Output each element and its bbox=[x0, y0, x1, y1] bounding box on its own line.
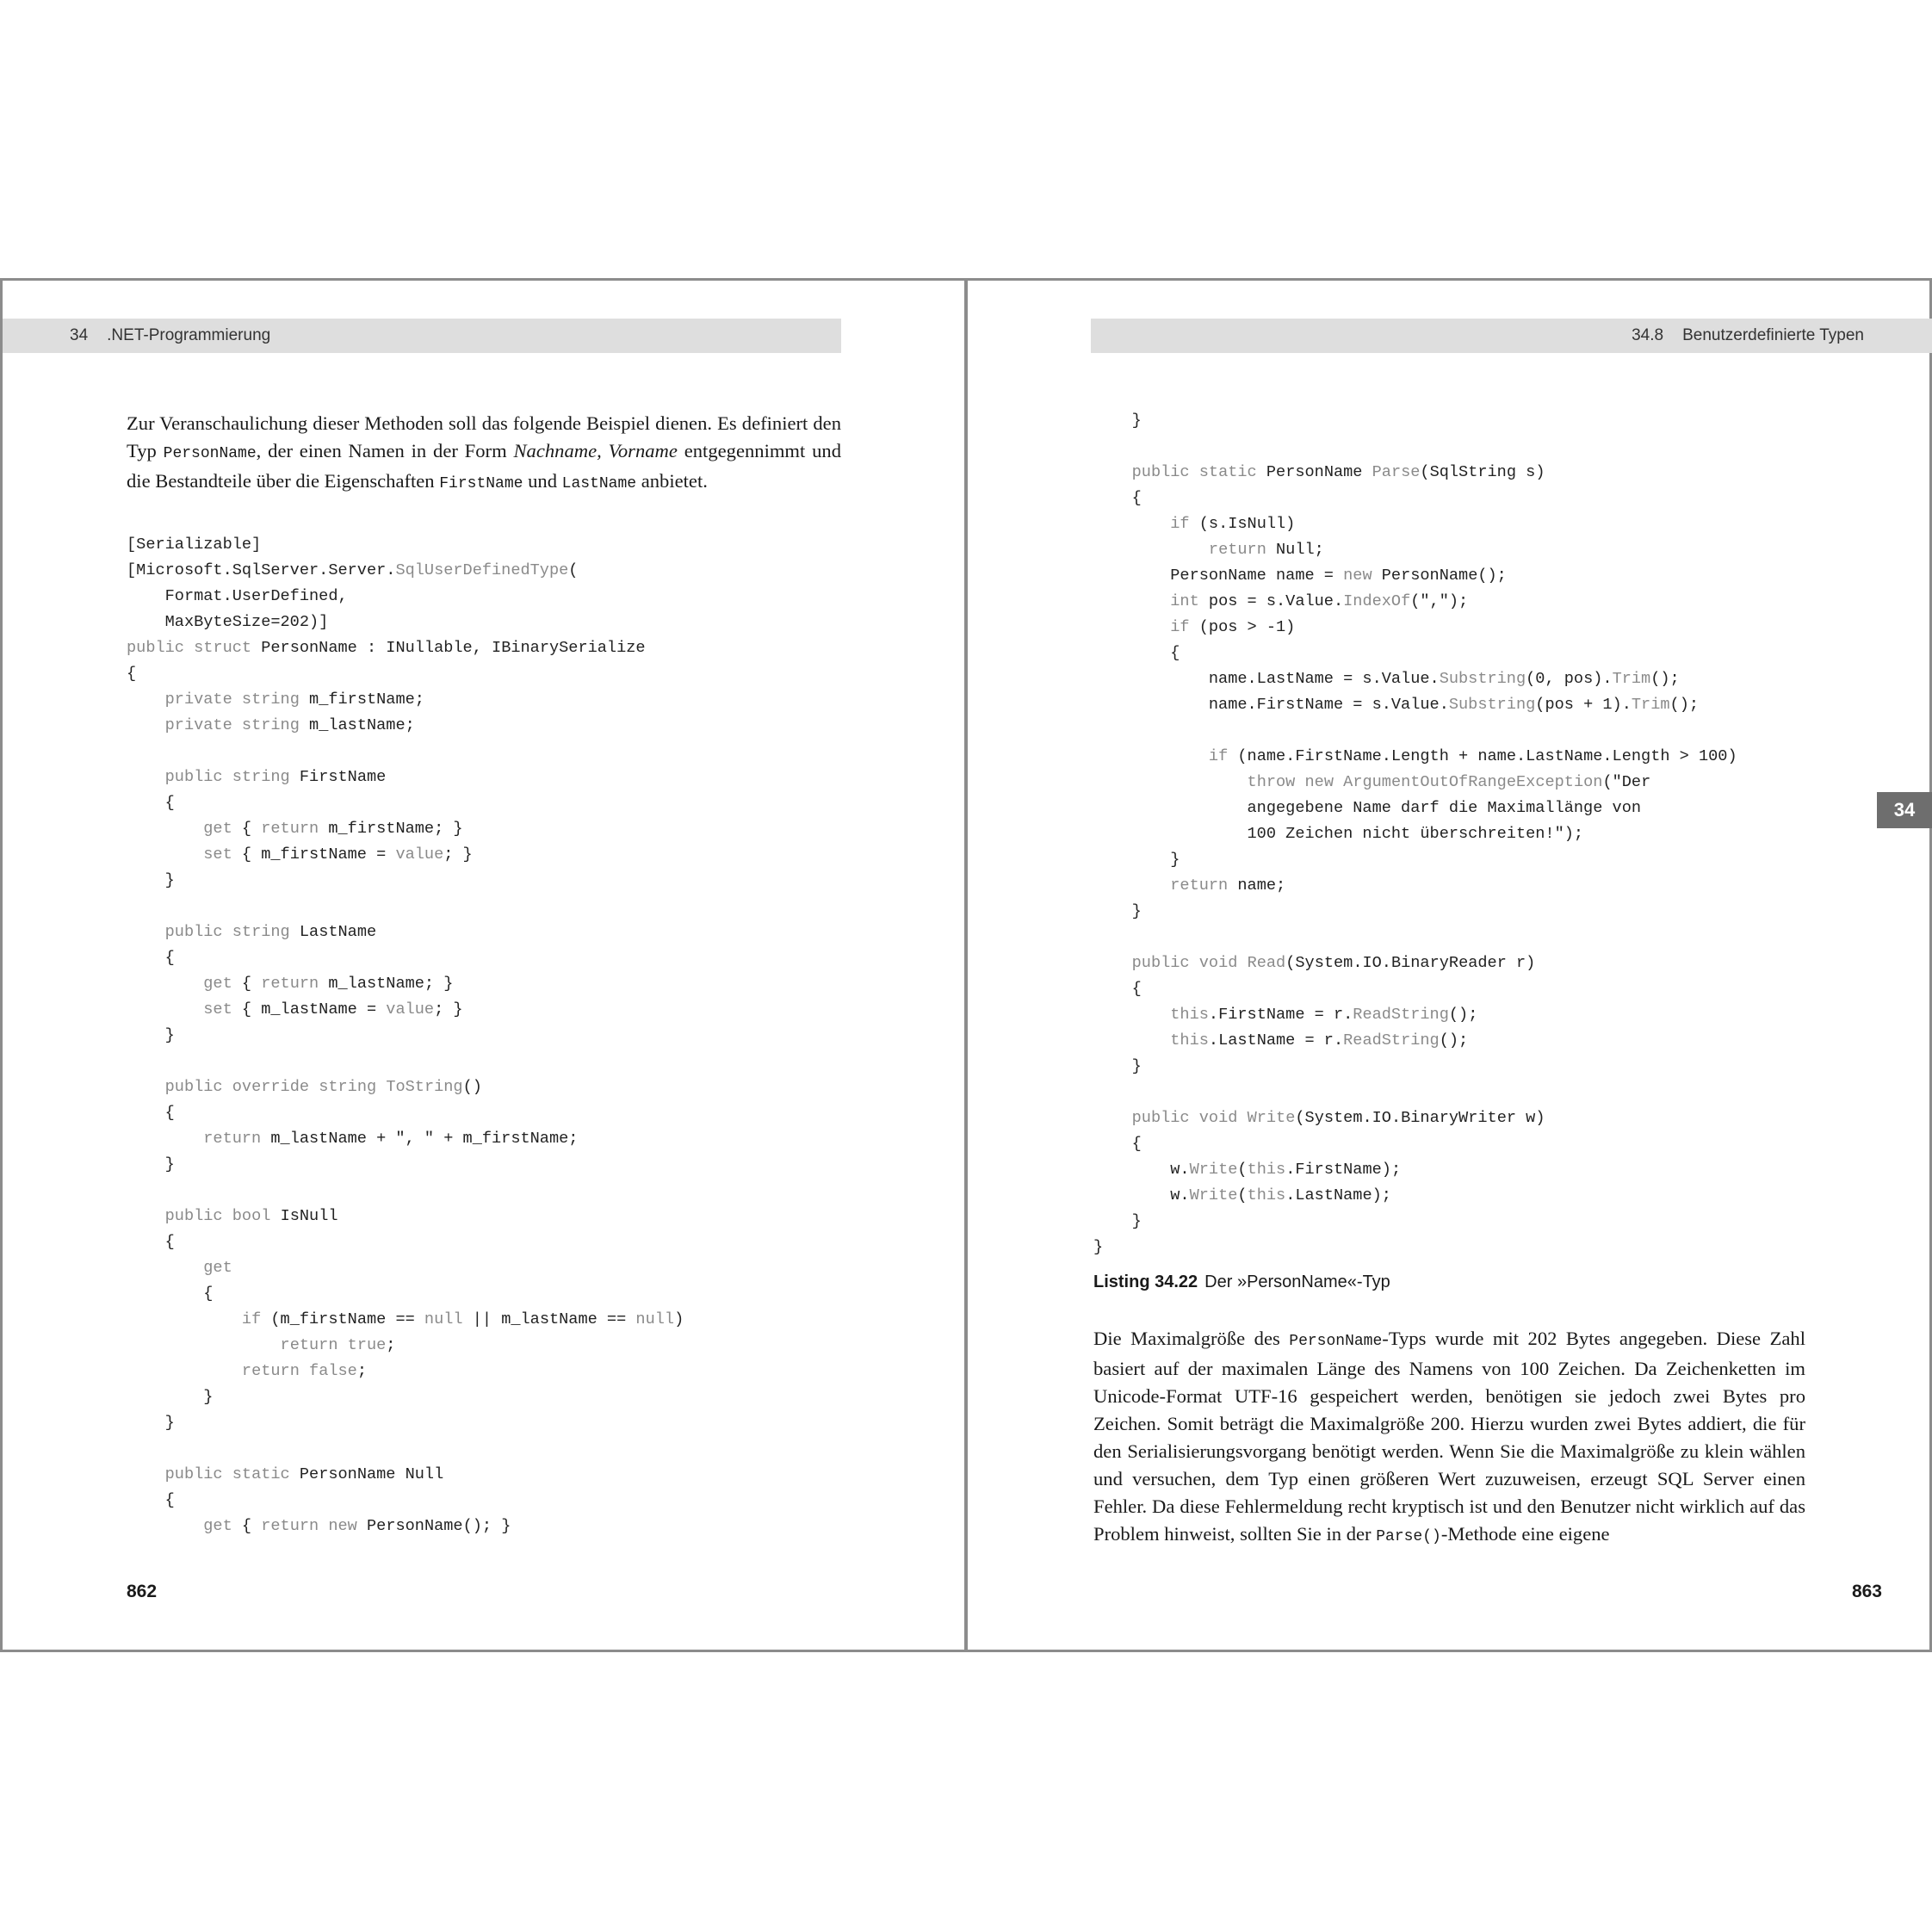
code-line: this.FirstName = r.ReadString(); bbox=[1170, 1006, 1478, 1024]
inline-code: Parse() bbox=[1376, 1528, 1441, 1545]
code-line: get { return m_firstName; } bbox=[203, 820, 463, 838]
code-line: return true; bbox=[280, 1336, 396, 1354]
code-line: } bbox=[127, 1414, 175, 1432]
section-number: 34.8 bbox=[1632, 326, 1664, 344]
code-line: { bbox=[1093, 489, 1142, 507]
code-line: public static PersonName Parse(SqlString s) bbox=[1131, 463, 1545, 481]
running-header bbox=[1091, 319, 1932, 353]
code-line: name.LastName = s.Value.Substring(0, pos).Trim(); bbox=[1093, 670, 1680, 688]
code-line: public string LastName bbox=[164, 923, 377, 941]
page-number: 862 bbox=[127, 1582, 158, 1601]
code-line: private string m_firstName; bbox=[164, 690, 424, 709]
right-page bbox=[965, 278, 1932, 1652]
code-line: { bbox=[1093, 1135, 1142, 1153]
code-line: } bbox=[127, 1155, 175, 1173]
code-line: } bbox=[1093, 1238, 1104, 1256]
inline-code: LastName bbox=[561, 475, 637, 492]
code-line: int pos = s.Value.IndexOf(","); bbox=[1170, 592, 1469, 610]
inline-code: PersonName bbox=[1289, 1333, 1383, 1350]
code-line: { bbox=[1093, 980, 1142, 998]
body-text: -Typs wurde mit 202 Bytes angegeben. Diese Zahl basiert auf der maximalen Länge des Namens von 100 Zeichen. Da Zeichenketten im Unicode-Format UTF-16 gespeichert werden, benötigen sie jedoch zwei Bytes pro Zeichen. Somit beträgt die Maximalgröße 200. Hierzu wurden zwei Bytes addiert, die für den Serialisierungsvorgang benötigt werden. Wenn Sie die Maximalgröße zu klein wählen und versuchen, dem Typ einen größeren Wert zuzuweisen, erzeugt SQL Server einen Fehler. Da diese Fehlermeldung recht kryptisch ist und den Benutzer nicht wirklich auf das Problem hinweist, sollten Sie in der bbox=[1093, 1328, 1805, 1545]
code-line: } bbox=[1093, 1212, 1142, 1230]
code-line: { bbox=[127, 1491, 175, 1509]
code-line: MaxByteSize=202)] bbox=[127, 613, 329, 631]
code-line: w.Write(this.LastName); bbox=[1093, 1186, 1391, 1204]
code-line: public string FirstName bbox=[164, 768, 387, 786]
code-line: } bbox=[127, 1026, 175, 1044]
intro-paragraph bbox=[127, 410, 841, 498]
code-line: } bbox=[1093, 1057, 1142, 1075]
code-line: angegebene Name darf die Maximallänge von bbox=[1093, 799, 1642, 817]
code-line: public bool IsNull bbox=[164, 1207, 338, 1225]
code-line: { bbox=[1093, 644, 1180, 662]
emphasis: Nachname, Vorname bbox=[513, 440, 678, 461]
code-line: public void Read(System.IO.BinaryReader r) bbox=[1131, 954, 1536, 972]
code-line: Format.UserDefined, bbox=[127, 587, 348, 605]
intro-text: anbietet. bbox=[636, 470, 708, 492]
code-line: } bbox=[1093, 902, 1142, 920]
section-title: Benutzerdefinierte Typen bbox=[1682, 326, 1864, 344]
code-line: public void Write(System.IO.BinaryWriter w) bbox=[1131, 1109, 1545, 1127]
chapter-title: .NET-Programmierung bbox=[107, 326, 271, 344]
inline-code: FirstName bbox=[439, 475, 523, 492]
code-line: public static PersonName Null bbox=[164, 1465, 444, 1483]
code-line: get { return m_lastName; } bbox=[203, 975, 454, 993]
intro-text: Zur Veranschaulichung dieser Methoden soll das folgende Beispiel dienen. Es definiert den Typ bbox=[127, 412, 841, 461]
code-line: { bbox=[127, 665, 137, 683]
code-listing bbox=[1093, 408, 1737, 1260]
code-line: public override string ToString() bbox=[164, 1078, 482, 1096]
code-line: return false; bbox=[241, 1362, 367, 1380]
chapter-thumb-tab: 34 bbox=[1877, 792, 1932, 828]
code-line: private string m_lastName; bbox=[164, 716, 415, 734]
code-line: [Serializable] bbox=[127, 536, 262, 554]
code-line: return Null; bbox=[1208, 541, 1324, 559]
code-line: get { return new PersonName(); } bbox=[203, 1517, 511, 1535]
code-line: set { m_firstName = value; } bbox=[203, 845, 473, 864]
page-number: 863 bbox=[1851, 1582, 1882, 1601]
left-page bbox=[0, 278, 967, 1652]
code-line: { bbox=[127, 794, 175, 812]
intro-text: und bbox=[523, 470, 562, 492]
code-line: [Microsoft.SqlServer.Server.SqlUserDefinedType( bbox=[127, 561, 579, 579]
code-line: { bbox=[127, 1285, 214, 1303]
code-line: { bbox=[127, 1233, 175, 1251]
code-line: return name; bbox=[1170, 876, 1286, 895]
code-line: name.FirstName = s.Value.Substring(pos + 1).Trim(); bbox=[1093, 696, 1700, 714]
code-line: public struct PersonName : INullable, IBinarySerialize bbox=[127, 639, 646, 657]
code-line: w.Write(this.FirstName); bbox=[1093, 1161, 1402, 1179]
code-line: if (pos > -1) bbox=[1170, 618, 1296, 636]
code-line: 100 Zeichen nicht überschreiten!"); bbox=[1093, 825, 1584, 843]
code-line: return m_lastName + ", " + m_firstName; bbox=[203, 1130, 579, 1148]
code-line: PersonName name = new PersonName(); bbox=[1093, 567, 1507, 585]
code-line: } bbox=[127, 1388, 214, 1406]
code-line: if (m_firstName == null || m_lastName == null) bbox=[241, 1310, 684, 1328]
code-line: { bbox=[127, 949, 175, 967]
code-line: get bbox=[203, 1259, 232, 1277]
code-line: } bbox=[127, 871, 175, 889]
listing-caption bbox=[1093, 1273, 1390, 1292]
code-listing bbox=[127, 532, 684, 1539]
caption-label: Listing 34.22 bbox=[1093, 1273, 1198, 1291]
code-line: } bbox=[1093, 851, 1180, 869]
running-header bbox=[3, 319, 841, 353]
inline-code: PersonName bbox=[163, 445, 257, 462]
intro-text: entgegennimmt und die Bestandteile über die Eigenschaften bbox=[127, 440, 841, 492]
code-line: { bbox=[127, 1104, 175, 1122]
code-line: throw new ArgumentOutOfRangeException("Der bbox=[1247, 773, 1651, 791]
intro-text: , der einen Namen in der Form bbox=[256, 440, 514, 461]
code-line: if (s.IsNull) bbox=[1170, 515, 1296, 533]
code-line: this.LastName = r.ReadString(); bbox=[1170, 1031, 1469, 1050]
code-line: set { m_lastName = value; } bbox=[203, 1000, 463, 1019]
code-line: if (name.FirstName.Length + name.LastName.Length > 100) bbox=[1208, 747, 1737, 765]
chapter-number: 34 bbox=[70, 326, 89, 344]
body-text: Die Maximalgröße des bbox=[1093, 1328, 1290, 1349]
code-line: } bbox=[1093, 412, 1142, 430]
body-paragraph bbox=[1093, 1325, 1805, 1551]
body-text: -Methode eine eigene bbox=[1440, 1523, 1610, 1545]
caption-text: Der »PersonName«-Typ bbox=[1204, 1273, 1390, 1291]
